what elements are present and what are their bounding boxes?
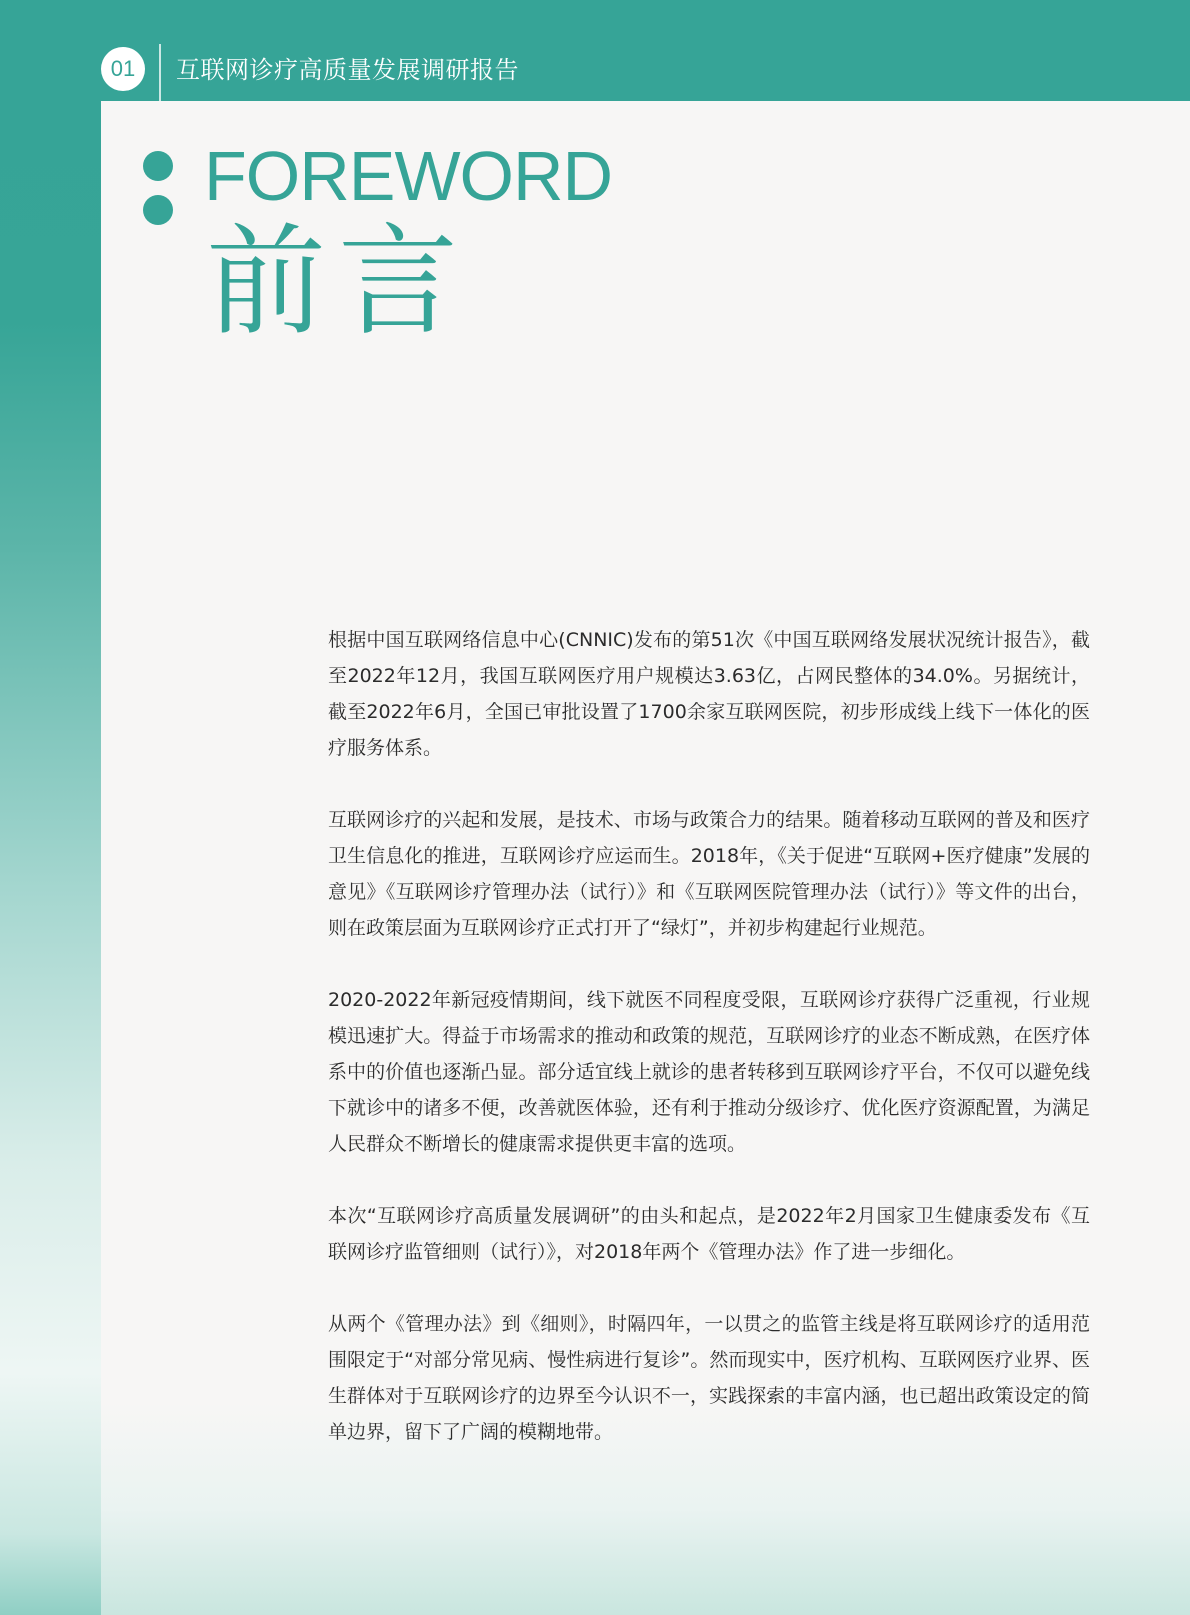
page-number-badge: 01 [101,47,145,91]
foreword-body [328,622,1090,1486]
paragraph-1: 根据中国互联网络信息中心(CNNIC)发布的第51次《中国互联网络发展状况统计报告》，截至2022年12月，我国互联网医疗用户规模达3.63亿，占网民整体的34.0%。另据统计，截至2022年6月，全国已审批设置了1700余家互联网医院，初步形成线上线下一体化的医疗服务体系。 [328,629,1090,759]
section-title-english: FOREWORD [204,137,613,215]
paragraph-2: 互联网诊疗的兴起和发展，是技术、市场与政策合力的结果。随着移动互联网的普及和医疗卫生信息化的推进，互联网诊疗应运而生。2018年，《关于促进“互联网+医疗健康”发展的意见》《互联网诊疗管理办法（试行）》和《互联网医院管理办法（试行）》等文件的出台，则在政策层面为互联网诊疗正式打开了“绿灯”，并初步构建起行业规范。 [328,809,1090,939]
header-divider [159,44,161,101]
paragraph-5: 从两个《管理办法》到《细则》，时隔四年，一以贯之的监管主线是将互联网诊疗的适用范围限定于“对部分常见病、慢性病进行复诊”。然而现实中，医疗机构、互联网医疗业界、医生群体对于互联网诊疗的边界至今认识不一，实践探索的丰富内涵，也已超出政策设定的简单边界，留下了广阔的模糊地带。 [328,1313,1090,1443]
paragraph-3: 2020-2022年新冠疫情期间，线下就医不同程度受限，互联网诊疗获得广泛重视，行业规模迅速扩大。得益于市场需求的推动和政策的规范，互联网诊疗的业态不断成熟，在医疗体系中的价值也逐渐凸显。部分适宜线上就诊的患者转移到互联网诊疗平台，不仅可以避免线下就诊中的诸多不便，改善就医体验，还有利于推动分级诊疗、优化医疗资源配置，为满足人民群众不断增长的健康需求提供更丰富的选项。 [328,989,1090,1155]
paragraph-4: 本次“互联网诊疗高质量发展调研”的由头和起点，是2022年2月国家卫生健康委发布《互联网诊疗监管细则（试行）》，对2018年两个《管理办法》作了进一步细化。 [328,1205,1090,1263]
section-title-chinese: 前言 [206,213,470,352]
decorative-dot-bottom [143,195,173,225]
decorative-dot-top [143,151,173,181]
report-title: 互联网诊疗高质量发展调研报告 [176,56,519,84]
